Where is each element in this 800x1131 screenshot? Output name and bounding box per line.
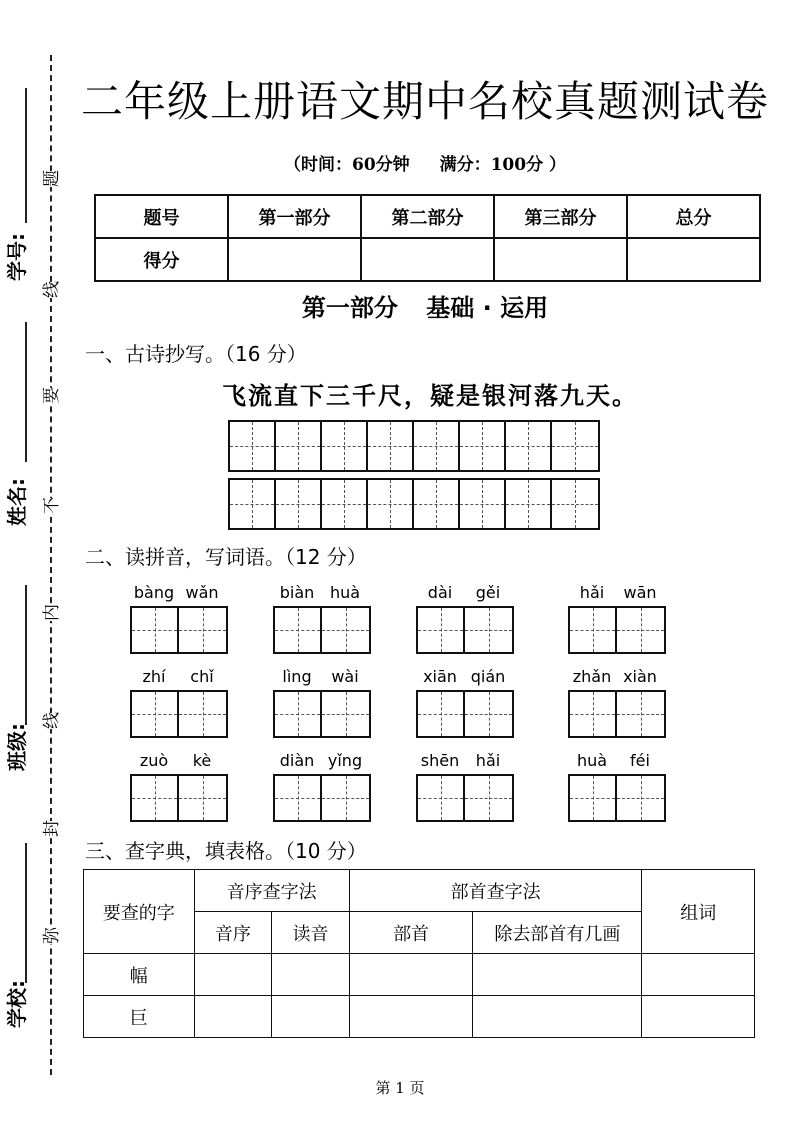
tian-grid-cell[interactable]	[322, 776, 369, 820]
tian-grid-cell[interactable]	[460, 422, 506, 470]
tian-grid-cell[interactable]	[506, 480, 552, 528]
section-3-title: 三、查字典，填表格。（10 分）	[85, 839, 367, 863]
tian-grid-cell[interactable]	[368, 480, 414, 528]
pinyin-syllable: zhǎn	[572, 667, 612, 686]
dict-input-cell[interactable]	[272, 954, 350, 996]
pinyin-syllable: xiàn	[623, 667, 657, 686]
margin-char: 线	[42, 712, 62, 729]
tian-grid-cell[interactable]	[276, 422, 322, 470]
word-writing-box[interactable]	[568, 606, 666, 654]
margin-char: 要	[42, 387, 62, 404]
pinyin-syllable: dài	[427, 583, 453, 602]
pinyin-word-item	[568, 666, 668, 738]
word-writing-box[interactable]	[416, 774, 514, 822]
dict-group-phonetic: 音序查字法	[194, 870, 349, 912]
tian-grid-cell[interactable]	[617, 776, 664, 820]
dict-col-char: 要查的字	[84, 870, 195, 954]
dict-input-cell[interactable]	[642, 954, 755, 996]
tian-grid-cell[interactable]	[418, 608, 465, 652]
score-header-cell: 总分	[627, 195, 760, 238]
tian-grid-cell[interactable]	[418, 692, 465, 736]
pinyin-label	[273, 582, 373, 604]
dict-sub-header: 除去部首有几画	[473, 912, 642, 954]
pinyin-syllable: xiān	[423, 667, 457, 686]
tian-grid-cell[interactable]	[276, 480, 322, 528]
tian-grid-cell[interactable]	[570, 776, 617, 820]
margin-char: 弥	[42, 927, 62, 944]
poem-line: 飞流直下三千尺，疑是银河落九天。	[222, 382, 638, 410]
pinyin-syllable: wān	[623, 583, 657, 602]
pinyin-syllable: lìng	[282, 667, 312, 686]
word-writing-box[interactable]	[273, 690, 371, 738]
word-writing-box[interactable]	[568, 690, 666, 738]
word-writing-box[interactable]	[273, 606, 371, 654]
word-writing-box[interactable]	[416, 690, 514, 738]
tian-grid-cell[interactable]	[465, 776, 512, 820]
tian-grid-cell[interactable]	[418, 776, 465, 820]
pinyin-label	[130, 666, 230, 688]
score-table	[94, 194, 761, 282]
tian-grid-cell[interactable]	[414, 480, 460, 528]
margin-char: 线	[42, 281, 62, 298]
tian-grid-cell[interactable]	[414, 422, 460, 470]
score-row-label: 得分	[95, 238, 228, 281]
section-2-title: 二、读拼音，写词语。（12 分）	[85, 545, 367, 569]
class-line	[25, 585, 27, 725]
tian-grid-cell[interactable]	[617, 692, 664, 736]
tian-grid-cell[interactable]	[465, 608, 512, 652]
pinyin-label	[416, 582, 516, 604]
dict-char-cell: 幅	[84, 954, 195, 996]
pinyin-syllable: qián	[470, 667, 506, 686]
tian-grid-cell[interactable]	[570, 608, 617, 652]
tian-grid-cell[interactable]	[570, 692, 617, 736]
name-line	[25, 322, 27, 462]
student-id-line	[25, 88, 27, 223]
dict-input-cell[interactable]	[473, 954, 642, 996]
pinyin-syllable: féi	[630, 751, 650, 770]
pinyin-syllable: diàn	[279, 751, 315, 770]
pinyin-label	[273, 750, 373, 772]
pinyin-syllable: yǐng	[327, 751, 363, 770]
tian-grid-cell[interactable]	[506, 422, 552, 470]
tian-grid-cell[interactable]	[617, 608, 664, 652]
pinyin-syllable: hǎi	[475, 751, 501, 770]
tian-grid-cell[interactable]	[322, 480, 368, 528]
dict-row	[84, 996, 755, 1038]
pinyin-label	[568, 582, 668, 604]
tian-grid-cell[interactable]	[132, 692, 179, 736]
margin-char: 题	[42, 170, 62, 187]
pinyin-label	[568, 666, 668, 688]
pinyin-label	[416, 666, 516, 688]
pinyin-syllable: bàng	[133, 583, 175, 602]
score-input-cell[interactable]	[361, 238, 494, 281]
pinyin-syllable: shēn	[420, 751, 460, 770]
tian-grid-cell[interactable]	[179, 692, 226, 736]
tian-grid-cell[interactable]	[322, 608, 369, 652]
pinyin-syllable: chǐ	[190, 667, 214, 686]
word-writing-box[interactable]	[130, 774, 228, 822]
pinyin-label	[130, 582, 230, 604]
score-input-cell[interactable]	[494, 238, 627, 281]
binding-dashed-line	[50, 55, 52, 1075]
pinyin-word-item	[273, 582, 373, 654]
name-label: 姓名:	[5, 478, 29, 526]
time-info: （时间：60分钟	[284, 155, 410, 175]
tian-grid-cell[interactable]	[179, 776, 226, 820]
part1-title	[80, 288, 770, 323]
dict-sub-header: 部首	[349, 912, 472, 954]
score-input-cell[interactable]	[627, 238, 760, 281]
school-label: 学校:	[5, 980, 29, 1028]
pinyin-label	[568, 750, 668, 772]
score-input-cell[interactable]	[228, 238, 361, 281]
pinyin-syllable: hǎi	[579, 583, 605, 602]
dict-input-cell[interactable]	[349, 996, 472, 1038]
poem-writing-grid-2[interactable]	[228, 478, 600, 530]
dict-sub-header: 读音	[272, 912, 350, 954]
section-1-title: 一、古诗抄写。（16 分）	[85, 342, 307, 366]
tian-grid-cell[interactable]	[132, 776, 179, 820]
dict-input-cell[interactable]	[194, 996, 272, 1038]
pinyin-word-item	[130, 666, 230, 738]
part1-title-right: 基础 · 运用	[426, 294, 549, 322]
part1-title-left: 第一部分	[301, 294, 398, 322]
dict-input-cell[interactable]	[194, 954, 272, 996]
exam-info	[80, 150, 770, 175]
word-writing-box[interactable]	[130, 606, 228, 654]
pinyin-syllable: zuò	[139, 751, 169, 770]
margin-char: 封	[42, 820, 62, 837]
pinyin-syllable: huà	[576, 751, 608, 770]
tian-grid-cell[interactable]	[465, 692, 512, 736]
pinyin-label	[273, 666, 373, 688]
tian-grid-cell[interactable]	[322, 692, 369, 736]
school-line	[25, 843, 27, 983]
word-writing-box[interactable]	[568, 774, 666, 822]
tian-grid-cell[interactable]	[552, 480, 598, 528]
pinyin-word-item	[130, 750, 230, 822]
pinyin-label	[130, 750, 230, 772]
pinyin-syllable: wài	[331, 667, 359, 686]
dict-row	[84, 954, 755, 996]
tian-grid-cell[interactable]	[230, 422, 276, 470]
tian-grid-cell[interactable]	[552, 422, 598, 470]
pinyin-syllable: huà	[329, 583, 361, 602]
dict-group-radical: 部首查字法	[349, 870, 642, 912]
score-header-cell: 第三部分	[494, 195, 627, 238]
margin-char: 不	[42, 497, 62, 514]
pinyin-syllable: gěi	[475, 583, 501, 602]
pinyin-syllable: zhí	[142, 667, 166, 686]
pinyin-word-item	[273, 750, 373, 822]
tian-grid-cell[interactable]	[322, 422, 368, 470]
pinyin-word-item	[416, 582, 516, 654]
dict-sub-header: 音序	[194, 912, 272, 954]
dictionary-table	[83, 869, 755, 1038]
dict-input-cell[interactable]	[642, 996, 755, 1038]
pinyin-word-item	[416, 666, 516, 738]
dict-input-cell[interactable]	[272, 996, 350, 1038]
student-id-label: 学号:	[5, 233, 29, 281]
pinyin-word-item	[568, 582, 668, 654]
poem-writing-grid-1[interactable]	[228, 420, 600, 472]
dict-col-word: 组词	[642, 870, 755, 954]
pinyin-syllable: wǎn	[185, 583, 219, 602]
tian-grid-cell[interactable]	[230, 480, 276, 528]
dict-input-cell[interactable]	[473, 996, 642, 1038]
score-value-row	[95, 238, 760, 281]
dict-char-cell: 巨	[84, 996, 195, 1038]
class-label: 班级:	[5, 723, 29, 771]
pinyin-label	[416, 750, 516, 772]
pinyin-syllable: kè	[192, 751, 212, 770]
score-header-cell: 第一部分	[228, 195, 361, 238]
tian-grid-cell[interactable]	[275, 608, 322, 652]
full-score-info: 满分：100分 ）	[439, 155, 566, 175]
tian-grid-cell[interactable]	[368, 422, 414, 470]
tian-grid-cell[interactable]	[275, 692, 322, 736]
pinyin-word-item	[273, 666, 373, 738]
tian-grid-cell[interactable]	[179, 608, 226, 652]
page-number: 第 1 页	[375, 1079, 425, 1097]
pinyin-word-item	[130, 582, 230, 654]
word-writing-box[interactable]	[416, 606, 514, 654]
page-title: 二年级上册语文期中名校真题测试卷	[80, 77, 769, 126]
score-header-cell: 题号	[95, 195, 228, 238]
dict-input-cell[interactable]	[349, 954, 472, 996]
pinyin-word-item	[416, 750, 516, 822]
pinyin-syllable: biàn	[279, 583, 315, 602]
pinyin-word-item	[568, 750, 668, 822]
tian-grid-cell[interactable]	[132, 608, 179, 652]
margin-char: 内	[42, 604, 62, 621]
word-writing-box[interactable]	[273, 774, 371, 822]
tian-grid-cell[interactable]	[275, 776, 322, 820]
score-header-row	[95, 195, 760, 238]
word-writing-box[interactable]	[130, 690, 228, 738]
score-header-cell: 第二部分	[361, 195, 494, 238]
tian-grid-cell[interactable]	[460, 480, 506, 528]
